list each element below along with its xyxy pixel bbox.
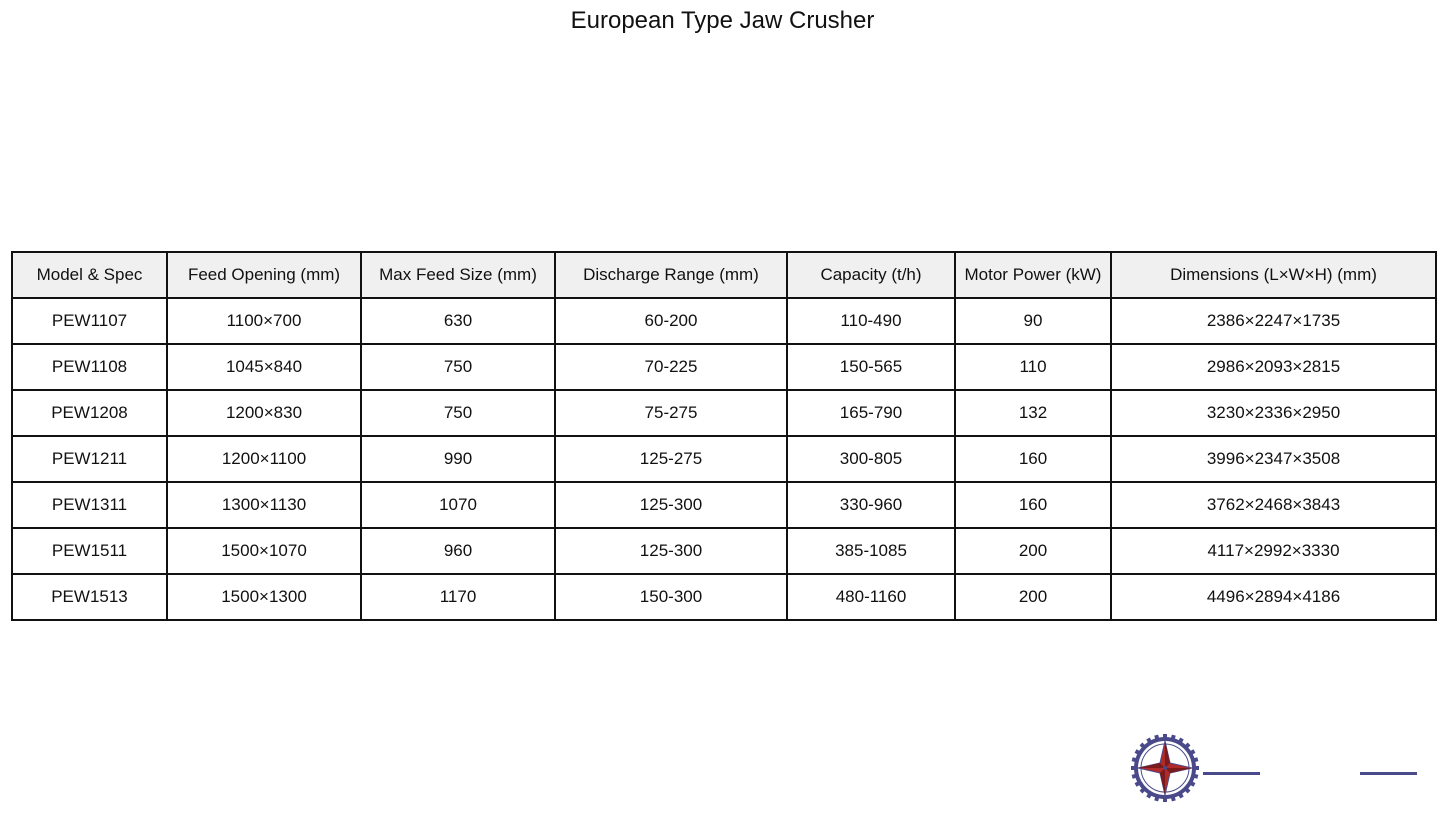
cell-motor-power: 90 bbox=[955, 298, 1111, 344]
table-header-row bbox=[12, 252, 1436, 298]
cell-discharge-range: 75-275 bbox=[555, 390, 787, 436]
cell-dimensions: 3230×2336×2950 bbox=[1111, 390, 1436, 436]
cell-motor-power: 132 bbox=[955, 390, 1111, 436]
cell-max-feed-size: 960 bbox=[361, 528, 555, 574]
cell-max-feed-size: 750 bbox=[361, 390, 555, 436]
cell-max-feed-size: 750 bbox=[361, 344, 555, 390]
cell-motor-power: 200 bbox=[955, 574, 1111, 620]
cell-feed-opening: 1045×840 bbox=[167, 344, 361, 390]
cell-max-feed-size: 1070 bbox=[361, 482, 555, 528]
header-motor-power: Motor Power (kW) bbox=[955, 252, 1111, 298]
cell-capacity: 385-1085 bbox=[787, 528, 955, 574]
cell-discharge-range: 125-300 bbox=[555, 528, 787, 574]
cell-feed-opening: 1200×1100 bbox=[167, 436, 361, 482]
cell-feed-opening: 1500×1070 bbox=[167, 528, 361, 574]
header-model: Model & Spec bbox=[12, 252, 167, 298]
cell-feed-opening: 1100×700 bbox=[167, 298, 361, 344]
cell-capacity: 330-960 bbox=[787, 482, 955, 528]
cell-capacity: 480-1160 bbox=[787, 574, 955, 620]
cell-discharge-range: 125-300 bbox=[555, 482, 787, 528]
table-row bbox=[12, 344, 1436, 390]
cell-dimensions: 3762×2468×3843 bbox=[1111, 482, 1436, 528]
cell-discharge-range: 150-300 bbox=[555, 574, 787, 620]
table-row bbox=[12, 528, 1436, 574]
cell-motor-power: 160 bbox=[955, 436, 1111, 482]
cell-dimensions: 2386×2247×1735 bbox=[1111, 298, 1436, 344]
table-row bbox=[12, 574, 1436, 620]
logo-divider-line bbox=[1203, 772, 1260, 775]
cell-capacity: 300-805 bbox=[787, 436, 955, 482]
cell-model: PEW1108 bbox=[12, 344, 167, 390]
cell-feed-opening: 1500×1300 bbox=[167, 574, 361, 620]
cell-motor-power: 200 bbox=[955, 528, 1111, 574]
cell-model: PEW1211 bbox=[12, 436, 167, 482]
cell-dimensions: 4496×2894×4186 bbox=[1111, 574, 1436, 620]
cell-capacity: 110-490 bbox=[787, 298, 955, 344]
header-dimensions: Dimensions (L×W×H) (mm) bbox=[1111, 252, 1436, 298]
table-row bbox=[12, 482, 1436, 528]
spec-table bbox=[11, 251, 1437, 621]
cell-discharge-range: 60-200 bbox=[555, 298, 787, 344]
cell-dimensions: 2986×2093×2815 bbox=[1111, 344, 1436, 390]
cell-max-feed-size: 1170 bbox=[361, 574, 555, 620]
cell-model: PEW1208 bbox=[12, 390, 167, 436]
header-feed-opening: Feed Opening (mm) bbox=[167, 252, 361, 298]
cell-model: PEW1107 bbox=[12, 298, 167, 344]
cell-dimensions: 3996×2347×3508 bbox=[1111, 436, 1436, 482]
header-capacity: Capacity (t/h) bbox=[787, 252, 955, 298]
cell-max-feed-size: 630 bbox=[361, 298, 555, 344]
table-row bbox=[12, 390, 1436, 436]
cell-max-feed-size: 990 bbox=[361, 436, 555, 482]
cell-model: PEW1511 bbox=[12, 528, 167, 574]
header-discharge-range: Discharge Range (mm) bbox=[555, 252, 787, 298]
cell-motor-power: 110 bbox=[955, 344, 1111, 390]
cell-motor-power: 160 bbox=[955, 482, 1111, 528]
header-max-feed-size: Max Feed Size (mm) bbox=[361, 252, 555, 298]
cell-feed-opening: 1300×1130 bbox=[167, 482, 361, 528]
cell-model: PEW1311 bbox=[12, 482, 167, 528]
cell-dimensions: 4117×2992×3330 bbox=[1111, 528, 1436, 574]
table-row bbox=[12, 436, 1436, 482]
logo-divider-line bbox=[1360, 772, 1417, 775]
table-row bbox=[12, 298, 1436, 344]
cell-feed-opening: 1200×830 bbox=[167, 390, 361, 436]
compass-gear-logo-icon bbox=[1130, 733, 1200, 803]
cell-discharge-range: 125-275 bbox=[555, 436, 787, 482]
page-title: European Type Jaw Crusher bbox=[570, 7, 875, 34]
cell-discharge-range: 70-225 bbox=[555, 344, 787, 390]
cell-capacity: 165-790 bbox=[787, 390, 955, 436]
cell-capacity: 150-565 bbox=[787, 344, 955, 390]
cell-model: PEW1513 bbox=[12, 574, 167, 620]
